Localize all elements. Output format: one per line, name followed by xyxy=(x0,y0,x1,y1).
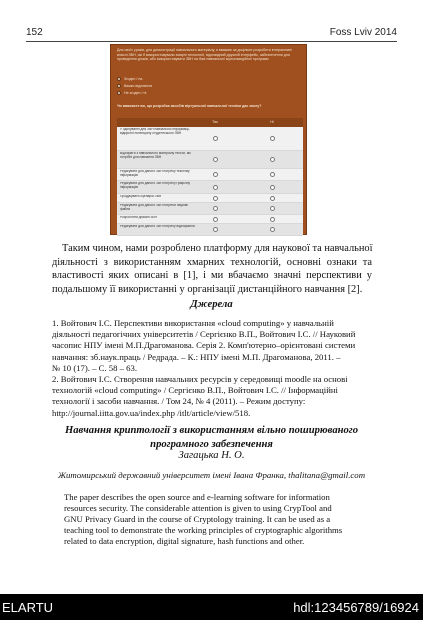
reference-line: часопис НПУ імені М.П.Драгоманова. Серія 2. Комп'ютерно–орієнтовані системи xyxy=(52,340,356,351)
abstract-line: resources security. The considerable attention is given to using CrypTool and xyxy=(64,503,332,513)
table-row xyxy=(117,181,303,194)
article-author: Загацька Н. О. xyxy=(178,450,245,461)
radio-icon xyxy=(213,217,218,222)
row-label: Редагувати для даного ЗВН потребу графічну інформацію xyxy=(120,182,191,189)
paragraph-line: подальшому її використанні у організації дистанційного навчання [2]. xyxy=(52,284,363,296)
row-label: Редагувати для даного ЗВН потребу відеофайли xyxy=(120,225,195,228)
abstract-line: GNU Privacy Guard in the course of Cryptology training. It can be used as a xyxy=(64,514,331,524)
running-header xyxy=(26,27,397,41)
reference-line: 1. Войтович І.С. Перспективи використання «cloud computing» у навчальній xyxy=(52,318,334,328)
paragraph-line: властивості яких описані в [1], і ми вбачаємо значні перспективи у xyxy=(52,270,372,282)
reference-line: навчання: зб.наук.праць / Редрада. – К.: НПУ імені М.П. Драгоманова, 2011. – xyxy=(52,351,341,362)
row-label: У здобуванні для ЗВН навчальної інформації, відкритої потенціалу студентського ЗВН xyxy=(120,128,190,135)
table-row xyxy=(117,203,303,215)
survey-option-label: Важко відповісти xyxy=(124,84,153,88)
radio-icon xyxy=(270,196,275,201)
row-label: Розробляти дизайн ЗВН xyxy=(120,216,158,219)
conclusion-paragraph xyxy=(52,242,372,297)
title-line: Навчання криптології з використанням вільно поширюваного xyxy=(64,425,359,436)
page-number: 152 xyxy=(26,27,43,38)
article-title xyxy=(0,424,423,451)
radio-icon xyxy=(213,206,218,211)
survey-option xyxy=(117,83,303,90)
radio-icon xyxy=(213,227,218,232)
journal-name: Foss Lviv 2014 xyxy=(329,27,397,38)
radio-icon xyxy=(213,136,218,141)
radio-icon xyxy=(270,172,275,177)
radio-icon xyxy=(270,157,275,162)
survey-option xyxy=(117,76,303,83)
radio-icon xyxy=(270,206,275,211)
author-affiliation: Житомирський державний університет імені Івана Франка, thalitana@gmail.com xyxy=(57,470,366,480)
paragraph-line: діяльності з використанням хмарних технологій, основні ознаки та xyxy=(52,256,372,268)
reference-line: № 10 (17). – С. 58 – 63. xyxy=(52,362,138,373)
radio-icon xyxy=(270,136,275,141)
table-row xyxy=(117,127,303,151)
survey-table-header xyxy=(117,118,303,127)
survey-option-label: Згоден / на xyxy=(124,77,143,81)
row-label: Продукувати сценарій ЗВН xyxy=(120,195,162,198)
radio-icon xyxy=(270,217,275,222)
radio-icon xyxy=(213,185,218,190)
reference-line: діяльності педагогічних університетів / Сергієнко В.П., Войтович І.С. // Науковий xyxy=(52,329,356,340)
row-label: Редагувати для даного ЗВН потребу текстову інформацію xyxy=(120,170,190,177)
title-line: програмного забезпечення xyxy=(150,438,273,450)
survey-screenshot xyxy=(110,44,307,235)
table-row xyxy=(117,151,303,169)
radio-icon xyxy=(117,77,121,81)
table-row xyxy=(117,215,303,224)
abstract-line: The paper describes the open source and e-learning software for information xyxy=(64,492,330,502)
survey-rows xyxy=(117,127,303,236)
radio-icon xyxy=(270,185,275,190)
references-heading: Джерела xyxy=(190,299,233,310)
table-row xyxy=(117,169,303,181)
row-label: Редагувати для даного ЗВН потреби наукові файли xyxy=(120,204,188,211)
radio-icon xyxy=(117,91,121,95)
row-label: Відбирати з навчального матеріалу тексти, які потрібні для навчання ЗВН xyxy=(120,152,191,159)
survey-table xyxy=(117,118,303,232)
reference-line: технології і засоби навчання. / Том 24, № 4 (2011). – Режим доступу: xyxy=(52,396,306,407)
paragraph-line: Таким чином, нами розроблено платформу для наукової та навчальної xyxy=(62,243,373,254)
radio-icon xyxy=(213,196,218,201)
abstract-line: teaching tool to demonstrate the working principles of cryptographic algorithms xyxy=(64,525,343,535)
survey-option xyxy=(117,90,303,97)
references-list xyxy=(52,318,374,419)
abstract xyxy=(64,492,364,547)
survey-question: Чи вважаєте ви, що розробка засобів віртуальної навчальної техніки дає змогу? xyxy=(117,104,262,108)
radio-icon xyxy=(270,227,275,232)
reference-line: http://journal.iitta.gov.ua/index.php /itlt/article/view/518. xyxy=(52,407,251,418)
survey-options xyxy=(117,76,303,97)
radio-icon xyxy=(213,157,218,162)
abstract-line: related to data encryption, digital signature, hash functions and other. xyxy=(64,536,305,546)
radio-icon xyxy=(117,84,121,88)
survey-option-label: Не згоден / ні xyxy=(124,91,147,95)
table-row xyxy=(117,194,303,203)
header-divider xyxy=(26,41,397,42)
repository-footer xyxy=(0,594,423,620)
table-row xyxy=(117,224,303,236)
reference-line: 2. Войтович І.С. Створення навчальних ресурсів у середовищі moodle на основі xyxy=(52,374,348,385)
reference-line: технологій «cloud computing» / Сергієнко В.П., Войтович І.С. // Інформаційні xyxy=(52,385,338,396)
column-yes: Так xyxy=(212,120,218,124)
survey-intro: Для своїх уроків, для демонстрації навчального матеріалу, я вважаю за доцільне розробити інтерактивні власні ЗВН, які б використовували хмарні технології, відповідний дружній інтерфейс, забезпечення для проведення уроків, або використовувати ЗВН на базі навчальної мультимедійної програми xyxy=(117,48,293,62)
handle-identifier[interactable]: hdl:123456789/16924 xyxy=(293,600,419,615)
radio-icon xyxy=(213,172,218,177)
column-no: Ні xyxy=(270,120,274,124)
repository-name: ELARTU xyxy=(2,600,54,615)
